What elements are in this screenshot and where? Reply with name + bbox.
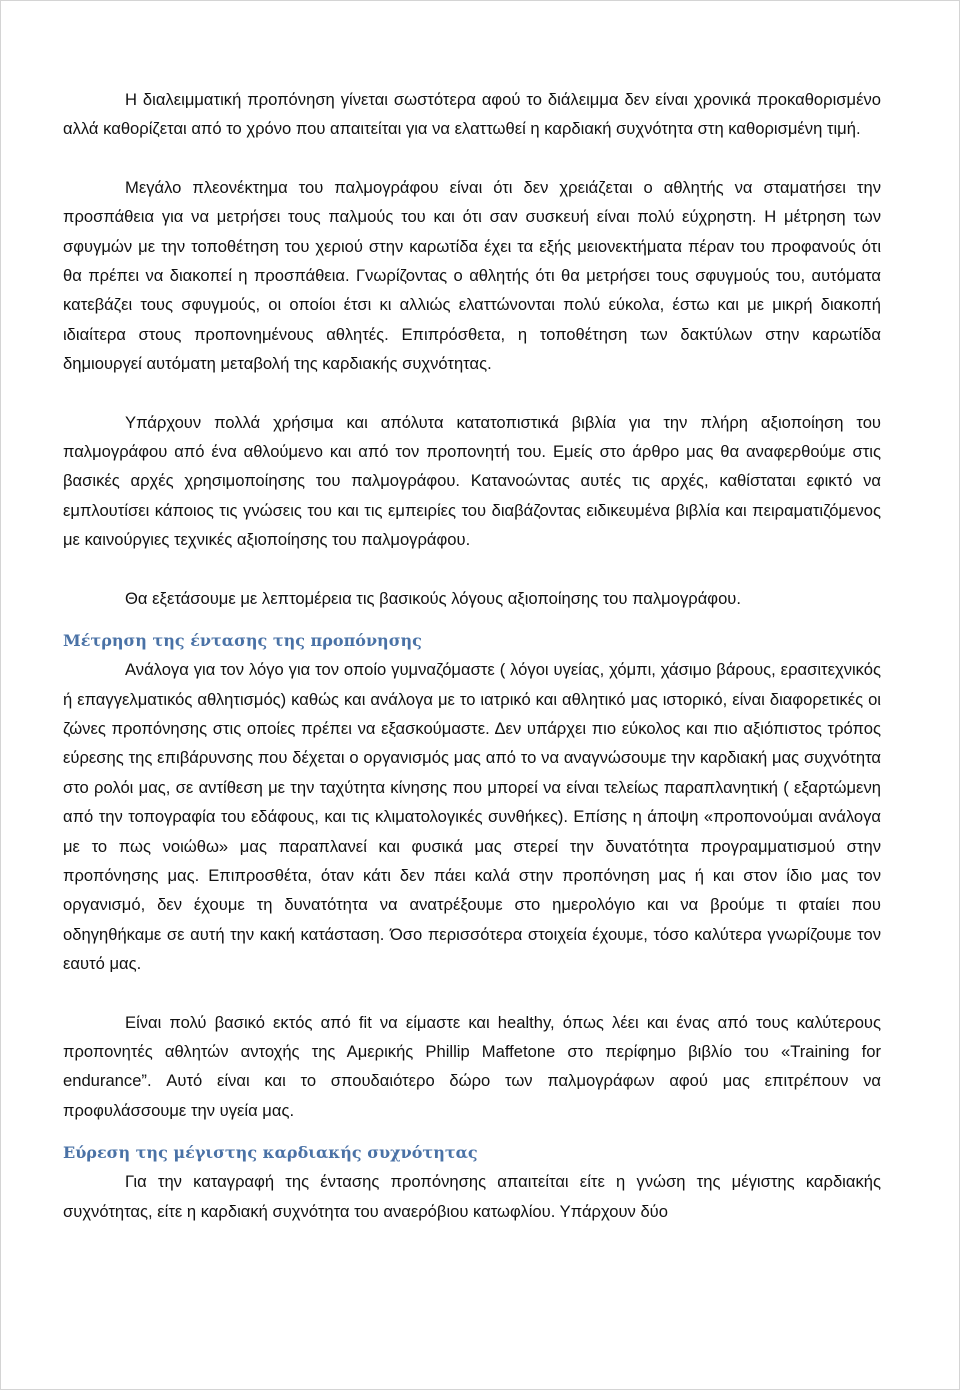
paragraph-fit-and-healthy: Είναι πολύ βασικό εκτός από fit να είμαστε και healthy, όπως λέει και ένας από τους καλύτερους προπονητές αθλητών αντοχής της Αμερικής Phillip Maffetone στο περίφημο βιβλίο του «Training for endurance”. Αυτό είναι και το σπουδαιότερο δώρο των παλμογράφων αφού μας επιτρέπουν να προφυλάσσουμε την υγεία μας.	[63, 1012, 881, 1120]
paragraph-interval-training: Η διαλειμματική προπόνηση γίνεται σωστότερα αφού το διάλειμμα δεν είναι χρονικά προκαθορισμένο αλλά καθορίζεται από το χρόνο που απαιτείται για να ελαττωθεί η καρδιακή συχνότητα στη καθορισμένη τιμή.	[63, 90, 881, 139]
section-heading-max-heart-rate: Εύρεση της μέγιστης καρδιακής συχνότητας	[63, 1143, 478, 1163]
document-body	[63, 85, 881, 1226]
section-heading-intensity: Μέτρηση της έντασης της προπόνησης	[63, 631, 422, 651]
paragraph-max-heart-rate: Για την καταγραφή της έντασης προπόνησης απαιτείται είτε η γνώση της μέγιστης καρδιακής συχνότητας, είτε η καρδιακή συχνότητα του αναερόβιου κατωφλίου. Υπάρχουν δύο	[63, 1172, 881, 1221]
paragraph-monitor-advantage: Μεγάλο πλεονέκτημα του παλμογράφου είναι ότι δεν χρειάζεται ο αθλητής να σταματήσει την προσπάθεια για να μετρήσει τους παλμούς του και ότι σαν συσκευή είναι πολύ εύχρηστη. Η μέτρηση των σφυγμών με την τοποθέτηση του χεριού στην καρωτίδα έχει τα εξής μειονεκτήματα πέραν του προφανούς ότι θα πρέπει να διακοπεί η προσπάθεια. Γνωρίζοντας ο αθλητής ότι θα μετρήσει τους σφυγμούς του, αυτόματα κατεβάζει τους σφυγμούς, οι οποίοι έτσι κι αλλιώς ελαττώνονται πολύ εύκολα, έστω και με μικρή διακοπή ιδιαίτερα στους προπονημένους αθλητές. Επιπρόσθετα, η τοποθέτηση των δακτύλων στην καρωτίδα δημιουργεί αυτόματη μεταβολή της καρδιακής συχνότητας.	[63, 177, 881, 374]
paragraph-training-zones: Ανάλογα για τον λόγο για τον οποίο γυμναζόμαστε ( λόγοι υγείας, χόμπι, χάσιμο βάρους, ερασιτεχνικός ή επαγγελματικός αθλητισμός) καθώς και ανάλογα με το ιατρικό και αθλητικό μας ιστορικό, είναι διαφορετικές οι ζώνες προπόνησης στις οποίες πρέπει να εξασκούμαστε. Δεν υπάρχει πιο εύκολος και πιο αξιόπιστος τρόπος εύρεσης της επιβάρυνσης που δέχεται ο οργανισμός μας από το να αναγνώσουμε την καρδιακή μας συχνότητα στο ρολόι μας, σε αντίθεση με την ταχύτητα κίνησης που μπορεί να είναι τελείως παραπλανητική ( εξαρτώμενη από την τοπογραφία του εδάφους, και τις κλιματολογικές συνθήκες). Επίσης η άποψη «προπονούμαι ανάλογα με το πως νοιώθω» μας παραπλανεί και φυσικά μας στερεί την δυνατότητα προγραμματισμού στην προπόνησης μας. Επιπροσθέτα, όταν κάτι δεν πάει καλά στην προπόνηση μας ή και στον ίδιο μας τον οργανισμό, δεν έχουμε τη δυνατότητα να ανατρέξουμε στο ημερολόγιο και να βρούμε τι φταίει που οδηγηθήκαμε σε αυτή την κακή κατάσταση. Όσο περισσότερα στοιχεία έχουμε, τόσο καλύτερα γνωρίζουμε τον εαυτό μας.	[63, 660, 881, 974]
paragraph-reasons-intro: Θα εξετάσουμε με λεπτομέρεια τις βασικούς λόγους αξιοποίησης του παλμογράφου.	[125, 588, 741, 608]
paragraph-books: Υπάρχουν πολλά χρήσιμα και απόλυτα κατατοπιστικά βιβλία για την πλήρη αξιοποίηση του παλμογράφου από ένα αθλούμενο και από τον προπονητή του. Εμείς στο άρθρο μας θα αναφερθούμε στις βασικές αρχές χρησιμοποίησης του παλμογράφου. Κατανοώντας αυτές τις αρχές, καθίσταται εφικτό να εμπλουτίσει κάποιος τις γνώσεις του και τις εμπειρίες του διαβάζοντας ειδικευμένα βιβλία και πειραματιζόμενος με καινούργιες τεχνικές αξιοποίησης του παλμογράφου.	[63, 412, 881, 550]
